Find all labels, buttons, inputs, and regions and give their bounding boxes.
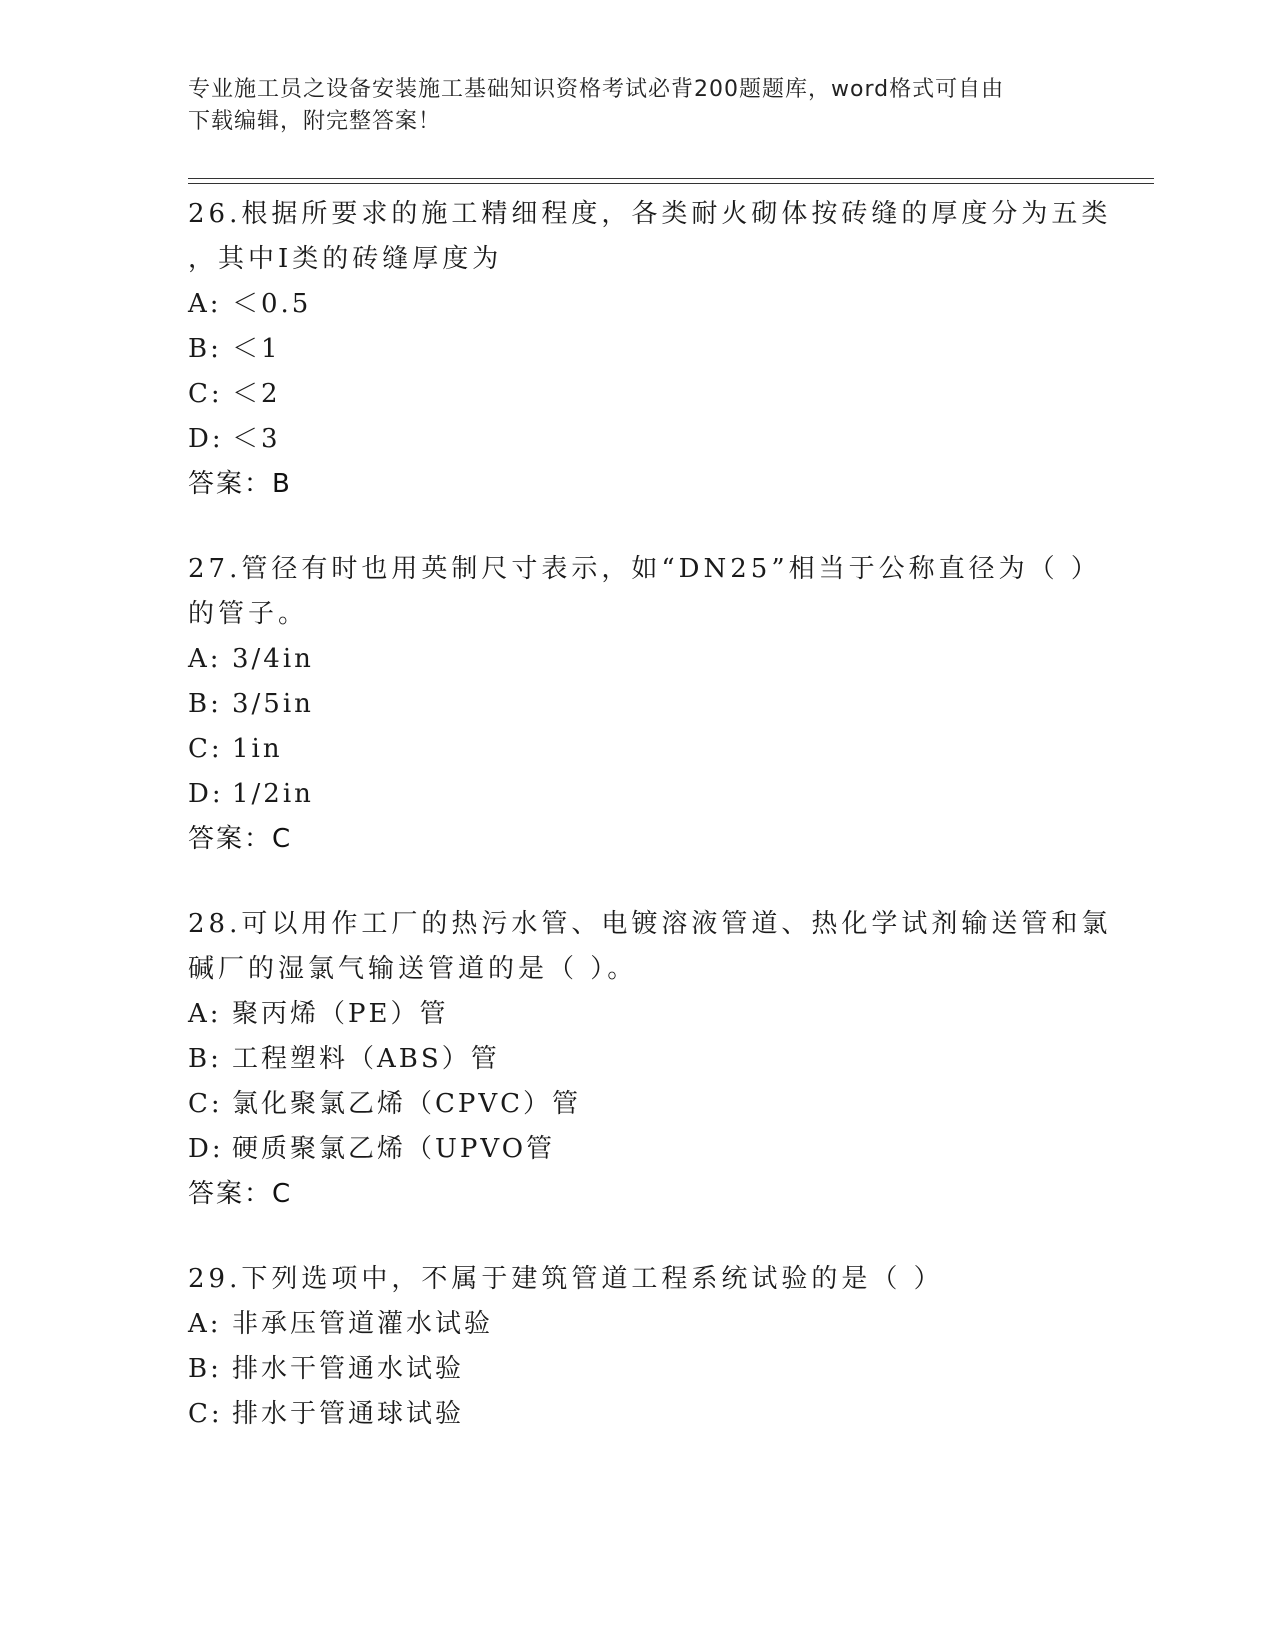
question-stem [188,192,1112,282]
answer-line: 答案：B [188,469,292,499]
option-text: 氯化聚氯乙烯（CPVC）管 [232,1089,582,1119]
option-key: B: [188,334,222,364]
question-stem [188,547,1101,637]
option-text: 3/5in [232,689,314,719]
question-stem [188,902,1112,992]
option-text: 3/4in [232,644,314,674]
option-key: D: [188,424,224,454]
header-divider-bottom [188,183,1154,184]
option-c [188,372,1088,417]
option-c [188,1392,1088,1437]
option-b [188,1347,1088,1392]
option-c [188,727,1088,772]
option-key: B: [188,689,222,719]
option-d [188,417,1088,462]
option-a [188,282,1088,327]
option-key: B: [188,1044,222,1074]
option-text: 1in [232,734,283,764]
option-b [188,327,1088,372]
question-stem-line: 碱厂的湿氯气输送管道的是（ ）。 [188,954,638,984]
option-d [188,1127,1088,1172]
option-c [188,1082,1088,1127]
option-key: A: [188,1309,222,1339]
header-line-1: 专业施工员之设备安装施工基础知识资格考试必背200题题库，word格式可自由 [188,77,1005,102]
option-key: D: [188,1134,224,1164]
option-text: 非承压管道灌水试验 [232,1309,494,1339]
document-header [188,74,1088,138]
option-a [188,1302,1088,1347]
option-text: 1/2in [232,779,314,809]
option-key: C: [188,1399,223,1429]
option-key: C: [188,379,223,409]
option-text: ＜3 [232,424,281,454]
option-text: 工程塑料（ABS）管 [232,1044,500,1074]
option-b [188,682,1088,727]
question-stem-line: 27.管径有时也用英制尺寸表示，如“DN25”相当于公称直径为（ ） [188,554,1101,584]
option-text: 聚丙烯（PE）管 [232,999,449,1029]
option-a [188,637,1088,682]
option-text: 硬质聚氯乙烯（UPVO管 [232,1134,556,1164]
header-line-2: 下载编辑，附完整答案！ [188,109,442,134]
option-text: ＜2 [232,379,281,409]
question-stem-line: ，其中Ⅰ类的砖缝厚度为 [188,244,503,274]
question-29 [188,1257,1088,1437]
option-key: C: [188,1089,223,1119]
option-key: C: [188,734,223,764]
question-stem-line: 28.可以用作工厂的热污水管、电镀溶液管道、热化学试剂输送管和氯 [188,909,1112,939]
option-key: A: [188,289,222,319]
option-key: B: [188,1354,222,1384]
question-stem [188,1257,1088,1302]
option-d [188,772,1088,817]
option-text: 排水于管通球试验 [232,1399,465,1429]
question-list [188,192,1112,1477]
option-text: 排水干管通水试验 [232,1354,465,1384]
header-divider-top [188,178,1154,179]
question-26 [188,192,1112,507]
question-stem-line: 29.下列选项中，不属于建筑管道工程系统试验的是（ ） [188,1264,944,1294]
question-27 [188,547,1101,862]
option-key: A: [188,644,222,674]
answer-line: 答案：C [188,1179,293,1209]
option-key: A: [188,999,222,1029]
option-b [188,1037,1088,1082]
question-stem-line: 的管子。 [188,599,309,629]
option-key: D: [188,779,224,809]
option-a [188,992,1088,1037]
answer-line: 答案：C [188,824,293,854]
question-28 [188,902,1112,1217]
question-stem-line: 26.根据所要求的施工精细程度，各类耐火砌体按砖缝的厚度分为五类 [188,199,1112,229]
option-text: ＜1 [232,334,281,364]
option-text: ＜0.5 [232,289,312,319]
